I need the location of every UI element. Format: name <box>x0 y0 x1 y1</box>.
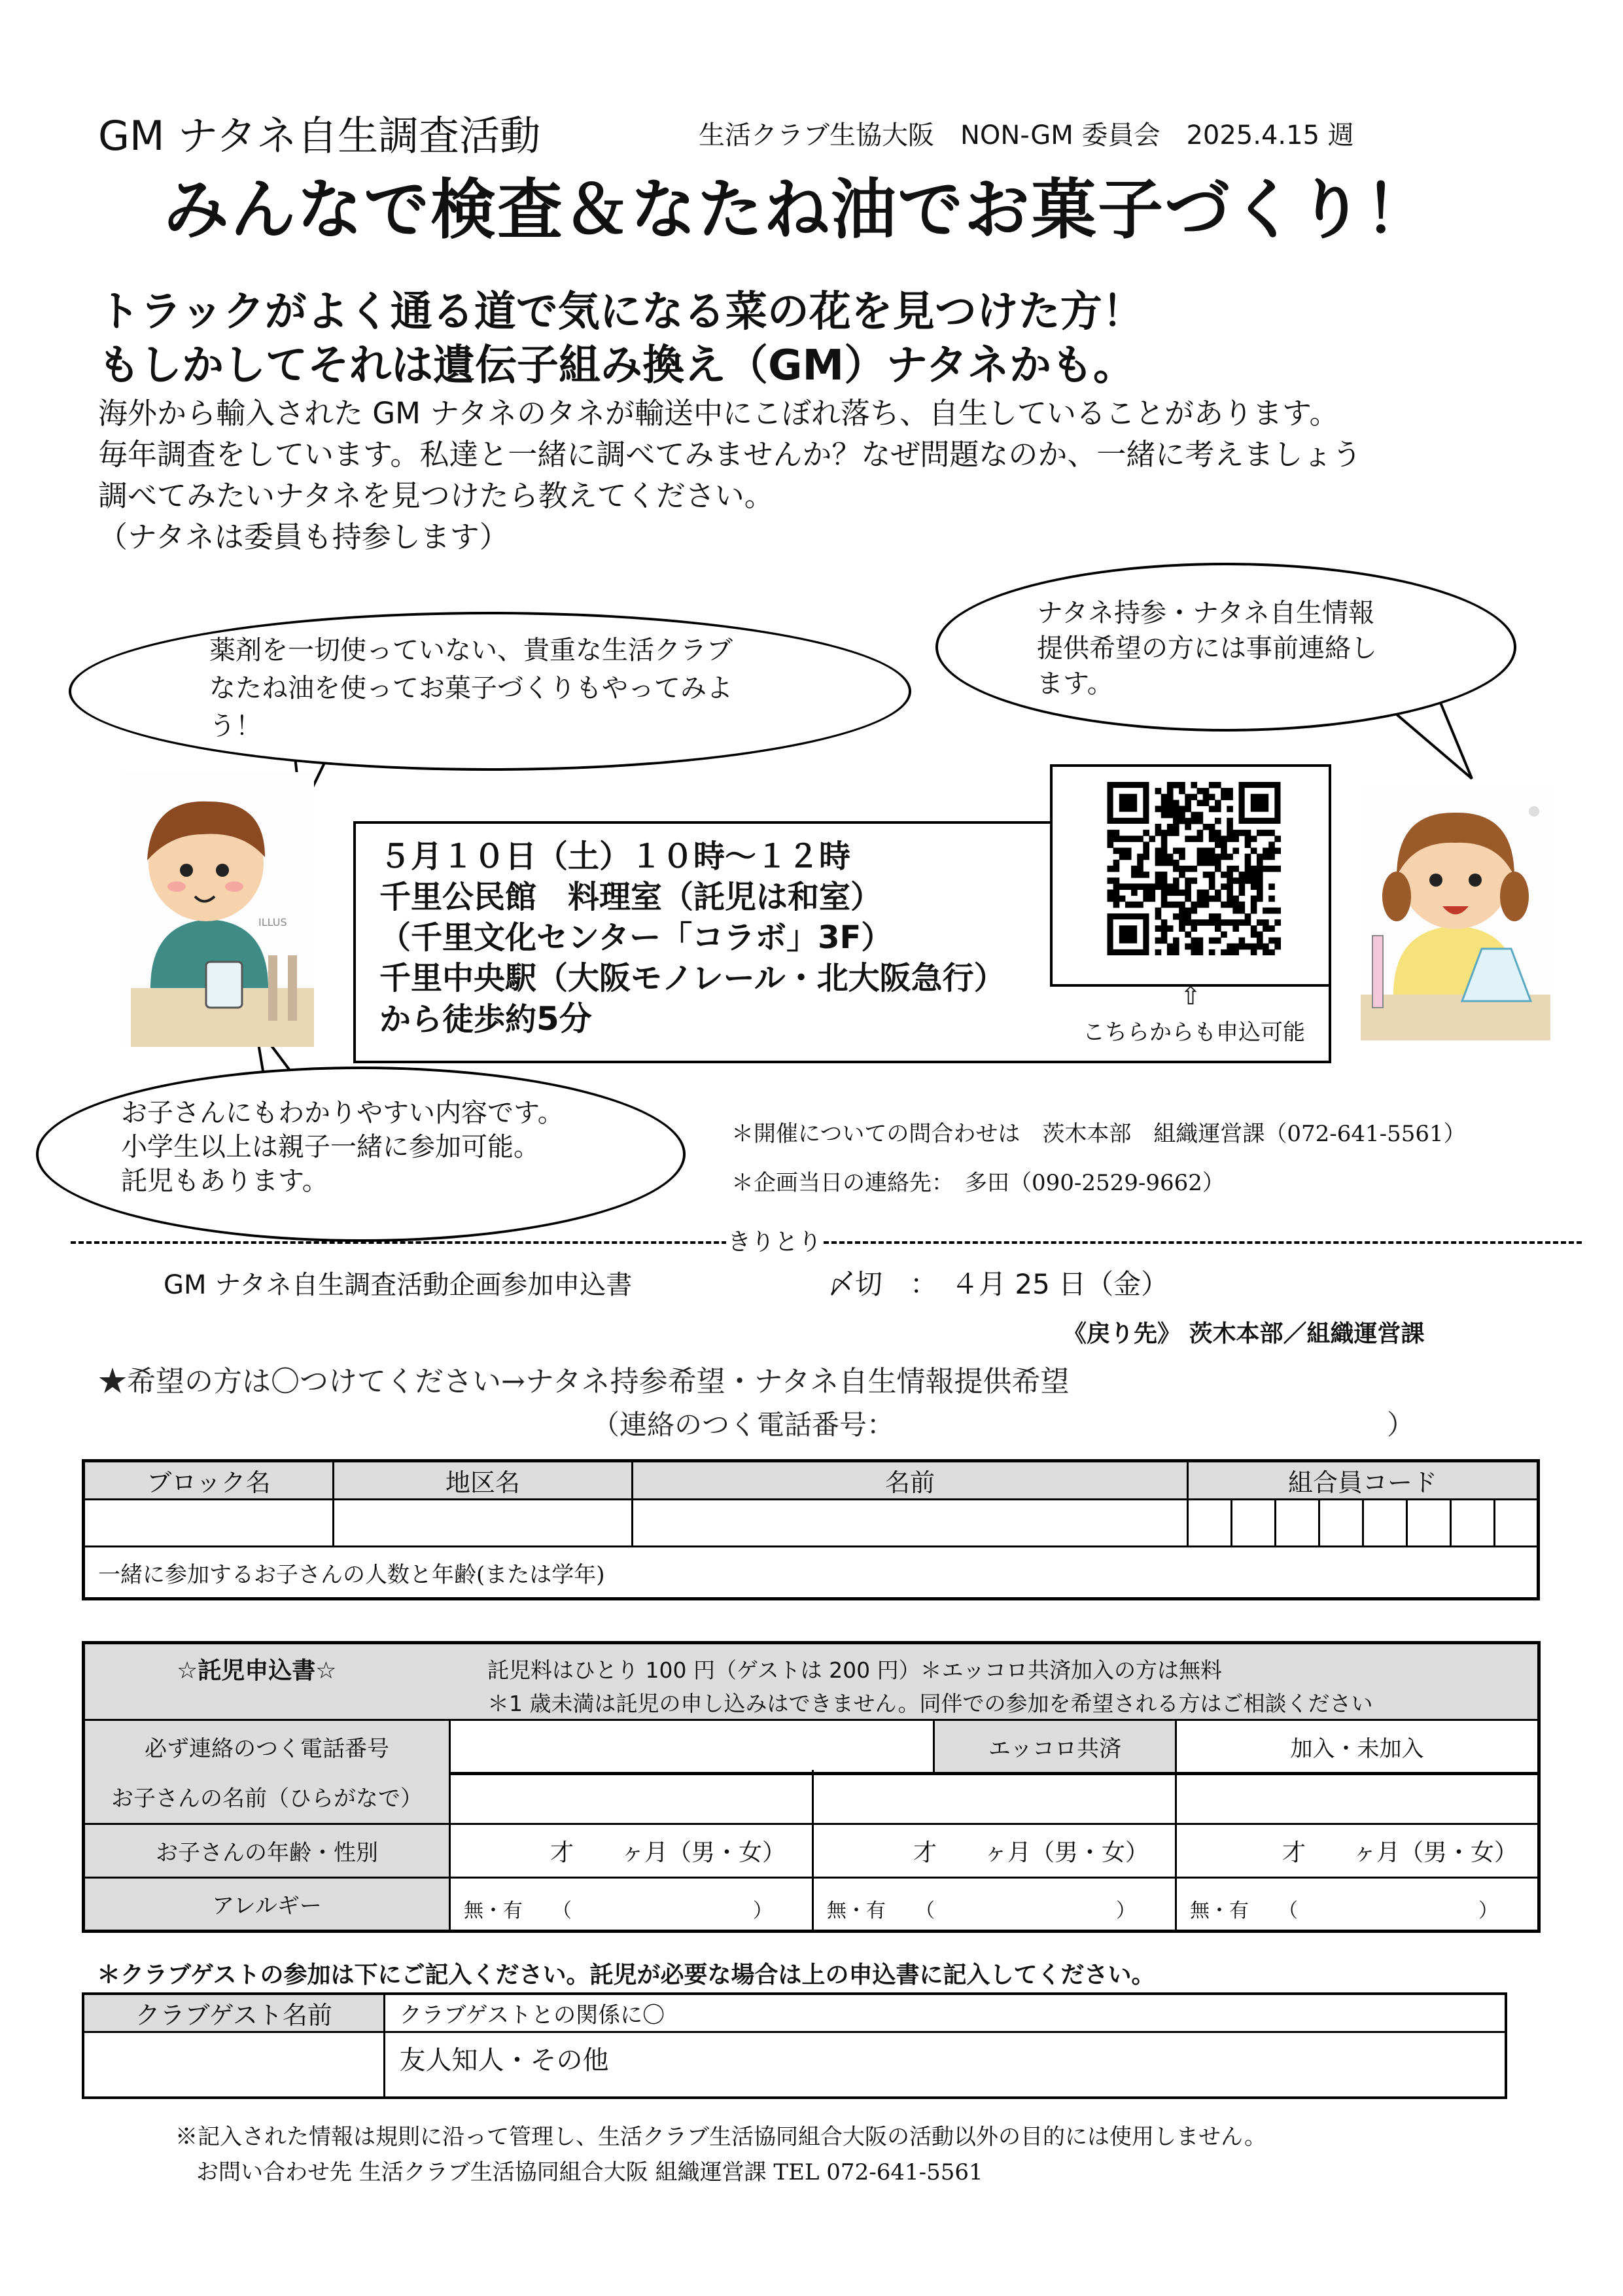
childcare-age-note: ＊1 歳未満は託児の申し込みはできません。同伴での参加を希望される方はご相談ください <box>487 1691 1373 1716</box>
allergy-close-2: ） <box>1116 1899 1136 1922</box>
form-phone-label: （連絡のつく電話番号： <box>592 1409 895 1441</box>
event-walk-time: 5分 <box>536 1000 592 1038</box>
childcare-title: ☆託児申込書☆ <box>177 1657 337 1684</box>
bubble-left-bottom-line-1: お子さんにもわかりやすい内容です。 <box>121 1098 564 1128</box>
guest-name-input[interactable] <box>83 2032 384 2098</box>
allergy-field-1[interactable] <box>450 1877 813 1931</box>
member-code-digit[interactable] <box>1451 1500 1495 1547</box>
district-input[interactable] <box>334 1500 633 1547</box>
guest-name-label: クラブゲスト名前 <box>83 1994 384 2032</box>
bubble-right-top-line-2: 提供希望の方には事前連絡し <box>1037 633 1377 663</box>
member-code-digit[interactable] <box>1495 1500 1539 1547</box>
child-age-field-2[interactable]: 才 ヶ月（男・女） <box>813 1824 1176 1877</box>
intro-paragraph-3: 調べてみたいナタネを見つけたら教えてください。 <box>98 478 774 513</box>
allergy-choice-3: 無・有 （ <box>1190 1899 1298 1922</box>
bubble-left-top-text <box>209 631 864 745</box>
cut-label: きりとり <box>726 1224 823 1257</box>
cut-line <box>71 1241 1582 1244</box>
form-wish-line: ★希望の方は〇つけてください→ナタネ持参希望・ナタネ自生情報提供希望 <box>98 1365 1070 1398</box>
day-contact: ＊企画当日の連絡先： 多田（090-2529-9662） <box>731 1170 1225 1196</box>
form-return-to: 《戻り先》 茨木本部／組織運営課 <box>1063 1320 1425 1347</box>
member-code-digit[interactable] <box>1232 1500 1276 1547</box>
header-member-code: 組合員コード <box>1188 1461 1539 1500</box>
guest-note: ＊クラブゲストの参加は下にご記入ください。託児が必要な場合は上の申込書に記入してください。 <box>97 1962 1155 1988</box>
bubble-left-bottom-line-3: 託児もあります。 <box>121 1166 328 1196</box>
bubble-left-top-line-1: 薬剤を一切使っていない、貴重な生活クラブ <box>209 635 733 665</box>
event-date: ５月１０日（土）１０時～１２時 <box>379 838 851 875</box>
child-name-input-3[interactable] <box>1176 1770 1539 1824</box>
child-name-input-2[interactable] <box>813 1770 1176 1824</box>
allergy-close-3: ） <box>1478 1899 1498 1922</box>
phone-label: 必ず連絡のつく電話番号 <box>84 1720 450 1774</box>
child-age-label: お子さんの年齢・性別 <box>84 1824 450 1877</box>
lead-line-2: もしかしてそれは遺伝子組み換え（GM）ナタネかも。 <box>98 342 1136 390</box>
bubble-left-top-line-3: う！ <box>209 711 262 741</box>
bubble-left-bottom-line-2: 小学生以上は親子一緒に参加可能。 <box>121 1132 540 1162</box>
child-name-input-1[interactable] <box>450 1770 813 1824</box>
bubble-left-bottom-text <box>121 1096 657 1198</box>
bubble-right-top-line-3: ます。 <box>1037 669 1113 699</box>
event-info-text <box>379 836 1005 1040</box>
activity-name: GM ナタネ自生調査活動 <box>98 112 541 160</box>
member-code-digit[interactable] <box>1276 1500 1319 1547</box>
allergy-choice-1: 無・有 （ <box>464 1899 572 1922</box>
phone-input[interactable] <box>896 1400 1380 1439</box>
event-walk <box>379 998 1005 1040</box>
qr-caption: こちらからも申込可能 <box>1083 1019 1305 1046</box>
allergy-label: アレルギー <box>84 1877 450 1931</box>
event-station: 千里中央駅（大阪モノレール・北大阪急行） <box>379 960 1005 997</box>
member-code-digit[interactable] <box>1319 1500 1363 1547</box>
allergy-field-2[interactable] <box>813 1877 1176 1931</box>
allergy-field-3[interactable] <box>1176 1877 1539 1931</box>
header-block: ブロック名 <box>84 1461 334 1500</box>
girl-illustration <box>1361 785 1550 1040</box>
bubble-right-top-line-1: ナタネ持参・ナタネ自生情報 <box>1037 598 1374 628</box>
event-walk-prefix: から徒歩約 <box>379 1001 537 1038</box>
childcare-table <box>82 1641 1541 1775</box>
member-code-digit[interactable] <box>1407 1500 1451 1547</box>
member-table <box>82 1459 1540 1600</box>
lead-line-1: トラックがよく通る道で気になる菜の花を見つけた方！ <box>98 288 1144 336</box>
form-title: GM ナタネ自生調査活動企画参加申込書 <box>164 1270 633 1300</box>
organizer-line: 生活クラブ生協大阪 NON-GM 委員会 2025.4.15 週 <box>699 120 1354 150</box>
header-district: 地区名 <box>334 1461 633 1500</box>
block-input[interactable] <box>84 1500 334 1547</box>
qr-arrow-icon: ⇧ <box>1180 981 1201 1010</box>
childcare-header <box>84 1643 1539 1720</box>
bubble-left-top-line-2: なたね油を使ってお菓子づくりもやってみよ <box>209 673 733 703</box>
event-building: （千里文化センター「コラボ」3F） <box>379 919 893 956</box>
children-count-field[interactable]: 一緒に参加するお子さんの人数と年齢(または学年) <box>84 1547 1539 1599</box>
allergy-choice-2: 無・有 （ <box>827 1899 935 1922</box>
allergy-close-1: ） <box>753 1899 773 1922</box>
guest-table <box>82 1992 1507 2099</box>
guest-relation-choice[interactable]: 友人知人・その他 <box>384 2032 1506 2098</box>
header-name: 名前 <box>633 1461 1188 1500</box>
name-input[interactable] <box>633 1500 1188 1547</box>
childcare-children-table <box>82 1770 1541 1933</box>
member-code-digit[interactable] <box>1363 1500 1407 1547</box>
form-deadline: 〆切 ： ４月 25 日（金） <box>828 1268 1169 1300</box>
child-name-label: お子さんの名前（ひらがなで） <box>84 1770 450 1824</box>
ekkoro-choice[interactable]: 加入・未加入 <box>1176 1720 1539 1774</box>
inquiry-contact: ＊開催についての問合わせは 茨木本部 組織運営課（072-641-5561） <box>731 1121 1466 1147</box>
event-place: 千里公民館 料理室（託児は和室） <box>379 879 882 915</box>
qr-code[interactable] <box>1092 782 1295 955</box>
child-age-field-1[interactable]: 才 ヶ月（男・女） <box>450 1824 813 1877</box>
child-age-field-3[interactable]: 才 ヶ月（男・女） <box>1176 1824 1539 1877</box>
guest-relation-label: クラブゲストとの関係に〇 <box>384 1994 1506 2032</box>
childcare-phone-input[interactable] <box>450 1720 934 1774</box>
intro-paragraph-1: 海外から輸入された GM ナタネのタネが輸送中にこぼれ落ち、自生していることがあります。 <box>98 396 1339 431</box>
bubble-right-top-text <box>1037 595 1462 701</box>
intro-paragraph-2: 毎年調査をしています。私達と一緒に調べてみませんか？なぜ問題なのか、一緒に考えましょう <box>98 437 1362 472</box>
privacy-note: ※記入された情報は規則に沿って管理し、生活クラブ生活協同組合大阪の活動以外の目的には使用しません。 <box>175 2124 1267 2150</box>
childcare-fee-note: 託児料はひとり 100 円（ゲストは 200 円）＊エッコロ共済加入の方は無料 <box>487 1657 1222 1683</box>
boy-illustration <box>124 772 314 1047</box>
intro-paragraph-4: （ナタネは委員も持参します） <box>98 520 509 554</box>
form-phone-close: ） <box>1387 1409 1415 1441</box>
svg-text:ILLUS: ILLUS <box>258 916 287 928</box>
ekkoro-label: エッコロ共済 <box>934 1720 1176 1774</box>
page-title: みんなで検査＆なたね油でお菓子づくり！ <box>164 171 1431 248</box>
member-code-digit[interactable] <box>1188 1500 1232 1547</box>
footer-contact: お問い合わせ先 生活クラブ生活協同組合大阪 組織運営課 TEL 072-641-5561 <box>196 2159 983 2185</box>
